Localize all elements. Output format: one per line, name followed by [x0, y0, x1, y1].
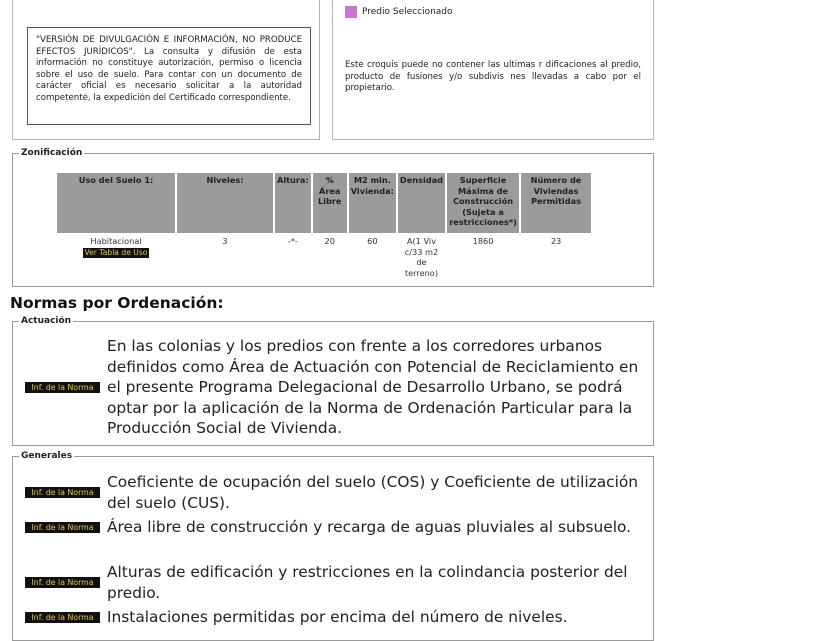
- zonificacion-table: [55, 173, 593, 281]
- inf-norma-button[interactable]: Inf. de la Norma: [25, 382, 100, 393]
- table-row: [57, 233, 591, 281]
- ver-tabla-uso-link[interactable]: Ver Tabla de Uso: [84, 247, 148, 257]
- disclaimer-box: [27, 27, 311, 125]
- cell-superficie: 1860: [472, 236, 494, 246]
- predio-legend-label: Predio Seleccionado: [362, 7, 453, 17]
- norma-text: Alturas de edificación y restricciones en la colindancia posterior del predio.: [107, 563, 628, 602]
- norma-item: [25, 607, 643, 628]
- generales-section: [12, 451, 654, 641]
- predio-legend-swatch: [345, 6, 357, 18]
- uso-value: Habitacional: [90, 236, 142, 246]
- inf-norma-button[interactable]: Inf. de la Norma: [25, 612, 100, 623]
- norma-text: Coeficiente de ocupación del suelo (COS) y Coeficiente de utilización del suelo (CUS).: [107, 473, 639, 512]
- inf-norma-button[interactable]: Inf. de la Norma: [25, 487, 100, 498]
- col-densidad: Densidad: [398, 173, 445, 233]
- col-altura: Altura:: [275, 173, 311, 233]
- norma-text: Área libre de construcción y recarga de aguas pluviales al subsuelo.: [107, 518, 632, 536]
- col-area-libre: % Área Libre: [313, 173, 347, 233]
- col-uso-suelo: Uso del Suelo 1:: [57, 173, 175, 233]
- norma-text: Instalaciones permitidas por encima del número de niveles.: [107, 608, 568, 626]
- info-panel: [12, 0, 320, 140]
- cell-area-libre: 20: [324, 236, 335, 246]
- col-m2-min: M2 min. Vivienda:: [349, 173, 396, 233]
- actuacion-norma: [25, 336, 643, 439]
- actuacion-text: En las colonias y los predios con frente a los corredores urbanos definidos como Área de Actuación con Potencial de Reciclamiento en el presente Programa Delegacional de Desarrollo Urbano, se podrá optar por la aplicación de la Norma de Ordenación Particular para la Producción Social de Vivienda.: [107, 337, 639, 438]
- disclaimer-text: "VERSIÓN DE DIVULGACIÓN E INFORMACIÓN, NO PRODUCE EFECTOS JURÍDICOS". La consulta y difusión de esta información no constituye autorización, permiso o licencia sobre el uso de suelo. Para contar con un documento de carácter oficial es necesario solicitar a la autoridad competente, la expedición del Certificado correspondiente.: [36, 35, 302, 103]
- croquis-panel: [332, 0, 654, 140]
- cell-densidad: A(1 Viv c/33 m2 de terreno): [404, 236, 439, 278]
- col-niveles: Niveles:: [177, 173, 273, 233]
- generales-legend: Generales: [21, 451, 73, 461]
- col-superficie: Superficie Máxima de Construcción (Sujeta a restricciones*): [447, 173, 519, 233]
- zonificacion-section: [12, 148, 654, 287]
- cell-viviendas: 23: [550, 236, 562, 246]
- norma-item: [25, 562, 643, 603]
- inf-norma-button[interactable]: Inf. de la Norma: [25, 577, 100, 588]
- actuacion-section: [12, 316, 654, 446]
- norma-item: [25, 517, 643, 538]
- inf-norma-button[interactable]: Inf. de la Norma: [25, 522, 100, 533]
- norma-item: [25, 472, 643, 513]
- actuacion-legend: Actuación: [21, 316, 72, 326]
- cell-niveles: 3: [222, 236, 228, 246]
- cell-m2-min: 60: [367, 236, 378, 246]
- col-viviendas: Número de Viviendas Permitidas: [521, 173, 591, 233]
- zonificacion-legend: Zonificación: [21, 148, 83, 158]
- croquis-note: Este croquis puede no contener las ultimas r dificaciones al predio, producto de fusiones y/o subdivis nes llevadas a cabo por el propietario.: [345, 60, 641, 94]
- normas-title: Normas por Ordenación:: [10, 294, 224, 312]
- cell-uso: [57, 233, 175, 281]
- cell-altura: -*-: [287, 236, 298, 246]
